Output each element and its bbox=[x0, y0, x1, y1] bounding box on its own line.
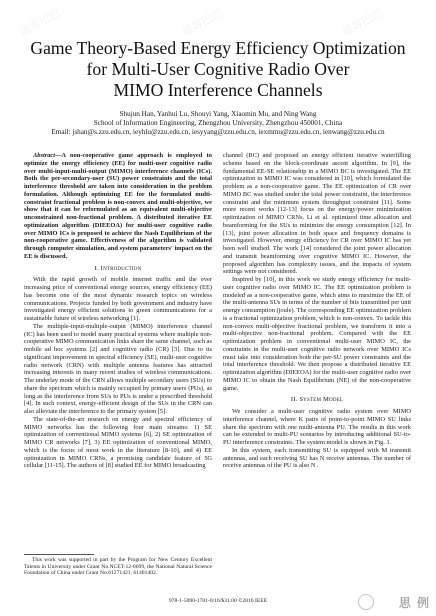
watermark: 道客巴巴 bbox=[179, 6, 225, 39]
paper-title bbox=[20, 38, 416, 101]
funding-footnote: This work was supported in part by the Program for New Century Excellent Talents in University under Grant No.NCET-12-0699, the National Natural Science Foundation of China under Grant No.61271421, 61401402. bbox=[24, 557, 212, 577]
author-affiliation: School of Information Engineering, Zhengzhou University, Zhengzhou 450001, China bbox=[93, 119, 343, 128]
intro-paragraph: The multiple-input-multiple-output (MIMO) interference channel (IC) has been used to model many practical systems where multiple non-cooperative MIMO communication links share the same channel, such as mobile ad hoc systems [2] and cognitive radio (CR) [3]. Due to its significant improvement in spectral efficiency (SE), multi-user cognitive radio network (CRN) with multiple antenna features has attracted increasing interests in many recent studies of wireless communications. The underlay mode of the CRN allows multiple secondary users (SUs) to share the spectrum which is mainly occupied by primary users (PUs), as long as the interference from SUs to PUs is under a prescribed threshold [4]. In such context, energy-efficient design of the SUs in the CRN can also alleviate the interference to the primary system [5]. bbox=[24, 322, 212, 415]
author-emails: Email: jshan@s.zzu.edu.cn, ieyhlu@zzu.edu.cn, iesyyang@zzu.edu.cn, iexmmu@zzu.edu.cn, ienwang@zzu.edu.cn bbox=[51, 128, 385, 137]
section-heading-system-model: II. System Model bbox=[290, 396, 344, 404]
watermark: 道客巴巴 bbox=[17, 6, 63, 39]
body-paragraph: Inspired by [10], in this work we study energy efficiency for multi-user cognitive radio over MIMO IC. The EE optimization problem is modeled as a non-cooperative game, which aims to maximize the EE of the multi-antenna SUs in terms of the number of bits transmitted per unit energy consumption (joule). The corresponding EE optimization problem is a fractional optimization problem, which is non-convex. To tackle this non-convex multi-objective fractional problem, we transform it into a multi-objective non-fractional problem. Compared with the EE optimization problem in conventional multi-user MIMO IC, the constraints in the multi-user cognitive radio network over MIMO ICs must take into consideration both the per-SU power constraints and the total interference threshold. We then propose a distributed iterative EE optimization algorithm (DIEEOA) for the multi-user cognitive radio over MIMO IC to obtain the Nash Equilibrium (NE) of the non-cooperative game. bbox=[223, 276, 411, 392]
intro-paragraph: With the rapid growth of mobile internet traffic and the ever increasing price of conventional energy sources, energy efficiency (EE) has become one of the most dynamic research topics on wireless communications. Projects funded by both government and industry have investigated energy efficient solutions to green communications for a sustainable future of wireless networking [1]. bbox=[24, 276, 212, 322]
site-logo: 思 例 bbox=[398, 596, 430, 610]
author-names: Shujun Han, Yanhui Lu, Shouyi Yang, Xiaomin Mu, and Ning Wang bbox=[119, 110, 317, 118]
section-heading-introduction: I. Introduction bbox=[94, 264, 142, 272]
right-column bbox=[223, 152, 411, 470]
intro-paragraph: The state-of-the-art research on energy and spectral efficiency of MIMO networks has the following four main streams: 1) SE optimization of conventional MIMO systems [6], 2) SE optimization of MIMO CR networks [7], 3) EE optimization of conventional MIMO, which is the focus of most work in the literature [8-10], and 4) EE optimization in MIMO CRNs, a promising candidate feature of 5G cellular [11-15]. The authors of [8] studied EE for MIMO broadcasting bbox=[24, 415, 212, 470]
body-paragraph: We consider a multi-user cognitive radio system over MIMO interference channel, where K pairs of point-to-point MIMO SU links share the spectrum with one multi-antenna PU. The results in this work can be extended to multi-PU scenarios by introducing additional SU-to-PU interference constraints. The system model is shown in Fig. 1. bbox=[223, 408, 411, 446]
body-paragraph: channel (BC) and proposed an energy efficient iterative waterfilling scheme based on the block-coordinate ascent algorithm. In [9], the fundamental EE-SE relationship in a MIMO BC is investigated. The EE optimization in MIMO IC was considered in [10], which formulated the problem as a non-cooperative game. The EE optimization of CR over MIMO BC was studied under the total power constraint, the interference constraint and the minimum system throughput constraint [11]. Some more recent works [12-13] focus on the energy/power minimization optimization of MIMO CRNs. Li et al. optimized time allocation and beamforming for the SUs to minimize the energy consumption [12]. In [13], joint power allocation in both space and frequency domains is investigated. However, energy efficiency for CR over MIMO IC has yet been well studied. The work [14] considered the joint power allocation and transmit beamforming over cognitive MIMO IC. However, the proposed algorithm has complexity issues, and the impacts of system settings were not considered. bbox=[223, 152, 411, 276]
isbn-footer: 978-1-5090-1701-0/16/$31.00 ©2016 IEEE bbox=[168, 598, 268, 604]
abstract bbox=[24, 152, 212, 261]
footnote-rule bbox=[24, 554, 94, 555]
body-paragraph: In this system, each transmitting SU is equipped with M transmit antennas, and each receiving SU has N receive antennas. The number of receive antennas of the PU is also N . bbox=[223, 446, 411, 470]
abstract-lead: Abstract bbox=[33, 152, 56, 159]
title-line-1: Game Theory-Based Energy Efficiency Optimization bbox=[30, 38, 406, 58]
watermark: 道客巴巴 bbox=[239, 322, 285, 355]
title-line-2: for Multi-User Cognitive Radio Over bbox=[86, 59, 350, 79]
abstract-text: —A non-cooperative game approach is employed to optimize the energy efficiency (EE) for multi-user cognitive radio over multi-input-multi-output (MIMO) interference channels (ICs). Both the per-secondary-user (SU) power constraints and the total interference threshold are taken into consideration in the problem formulation. Although optimizing EE for the formulated multi-constraint fractional problem is non-convex and multi-objective, we show that it can be reformulated as an equivalent multi-objective unconstrained non-fractional problem. A distributed iterative EE optimization algorithm (DIEEOA) for multi-user cognitive radio over MIMO ICs is proposed to achieve the Nash Equilibrium of the non-cooperative game. Effectiveness of the algorithm is validated through computer simulation, and system parameters' impact on the EE is discussed. bbox=[24, 152, 212, 260]
watermark: 道客巴巴 bbox=[17, 322, 63, 355]
watermark: 道客巴巴 bbox=[339, 6, 385, 39]
title-line-3: MIMO Interference Channels bbox=[113, 80, 323, 100]
left-column bbox=[24, 152, 212, 470]
author-block bbox=[20, 110, 416, 138]
